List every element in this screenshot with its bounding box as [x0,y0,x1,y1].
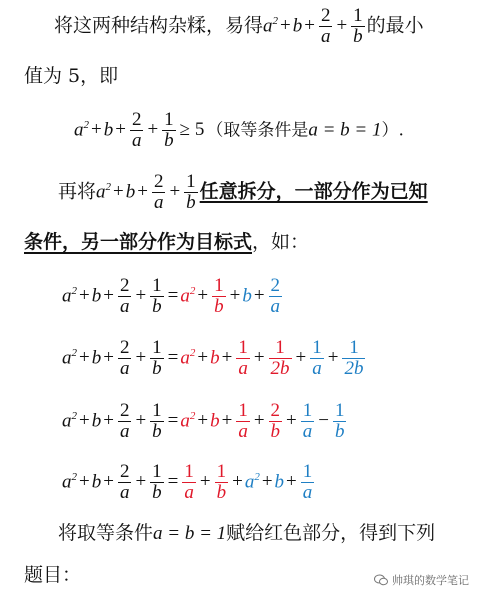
paragraph-1-line-1: 将这两种结构杂糅，易得$a^2 + b$ + $\frac{2}{a}$ + $\frac{1}{b}$ 的最小 [54,5,424,47]
equation-3: $a^2 + b$ + $\frac{2}{a}$ + $\frac{1}{b}$ = $a^2 + b$ + $\frac{1}{a}$ + $\frac{2}{b}$ + $\frac{1}{a}$ − $\frac{1}{b}$ [62,400,345,442]
inequality-line: $a^2 + b$ + $\frac{2}{a}$ + $\frac{1}{b}$ ≥ 5 （取等条件是a = b = 1）. [74,109,404,151]
paragraph-2-underlined: 任意拆分，一部分作为已知 [199,180,428,203]
paragraph-3-tail: 赋给红色部分，得到下列 [226,522,436,544]
paragraph-2-underlined-2: 条件，另一部分作为目标式 [24,231,253,253]
equation-1: $a^2 + b$ + $\frac{2}{a}$ + $\frac{1}{b}$ = $a^2$ + $\frac{1}{b}$ + b + $\frac{2}{a}$ [62,275,281,317]
paragraph-3-line-1 [58,524,435,543]
condition-prefix: （取等条件是 [206,120,309,141]
paragraph-2-line-1: 再将$a^2 + b$ + $\frac{2}{a}$ + $\frac{1}{b}$ 任意拆分，一部分作为已知 [58,171,428,213]
wechat-icon [374,574,388,586]
equation-2: $a^2 + b$ + $\frac{2}{a}$ + $\frac{1}{b}$ = $a^2 + b$ + $\frac{1}{a}$ + $\frac{1}{2b}$ + $\frac{1}{a}$ + $\frac{1}{2b}$ [62,337,364,379]
watermark [374,572,469,588]
paragraph-1-intro: 将这两种结构杂糅，易得 [54,14,264,37]
paragraph-3-expr: a = b = 1 [153,523,227,544]
paragraph-3-intro: 将取等条件 [58,522,154,544]
watermark-text: 帅琪的数学笔记 [392,574,469,587]
condition-expr: a = b = 1 [308,119,382,141]
equation-4: $a^2 + b$ + $\frac{2}{a}$ + $\frac{1}{b}$ = $\frac{1}{a}$ + $\frac{1}{b}$ + $a^2 + b$ + $\frac{1}{a}$ [62,461,313,503]
paragraph-1-line-2: 值为 5，即 [24,65,119,87]
paragraph-2-tail: ，如： [252,231,310,253]
condition-suffix: ）. [381,120,404,141]
paragraph-2-line-2 [24,233,309,252]
inequality-rhs: ≥ 5 [179,119,205,141]
paragraph-1-after: 的最小 [366,14,424,37]
paragraph-2-intro: 再将 [58,180,97,203]
paragraph-3-line-2: 题目： [24,564,82,586]
